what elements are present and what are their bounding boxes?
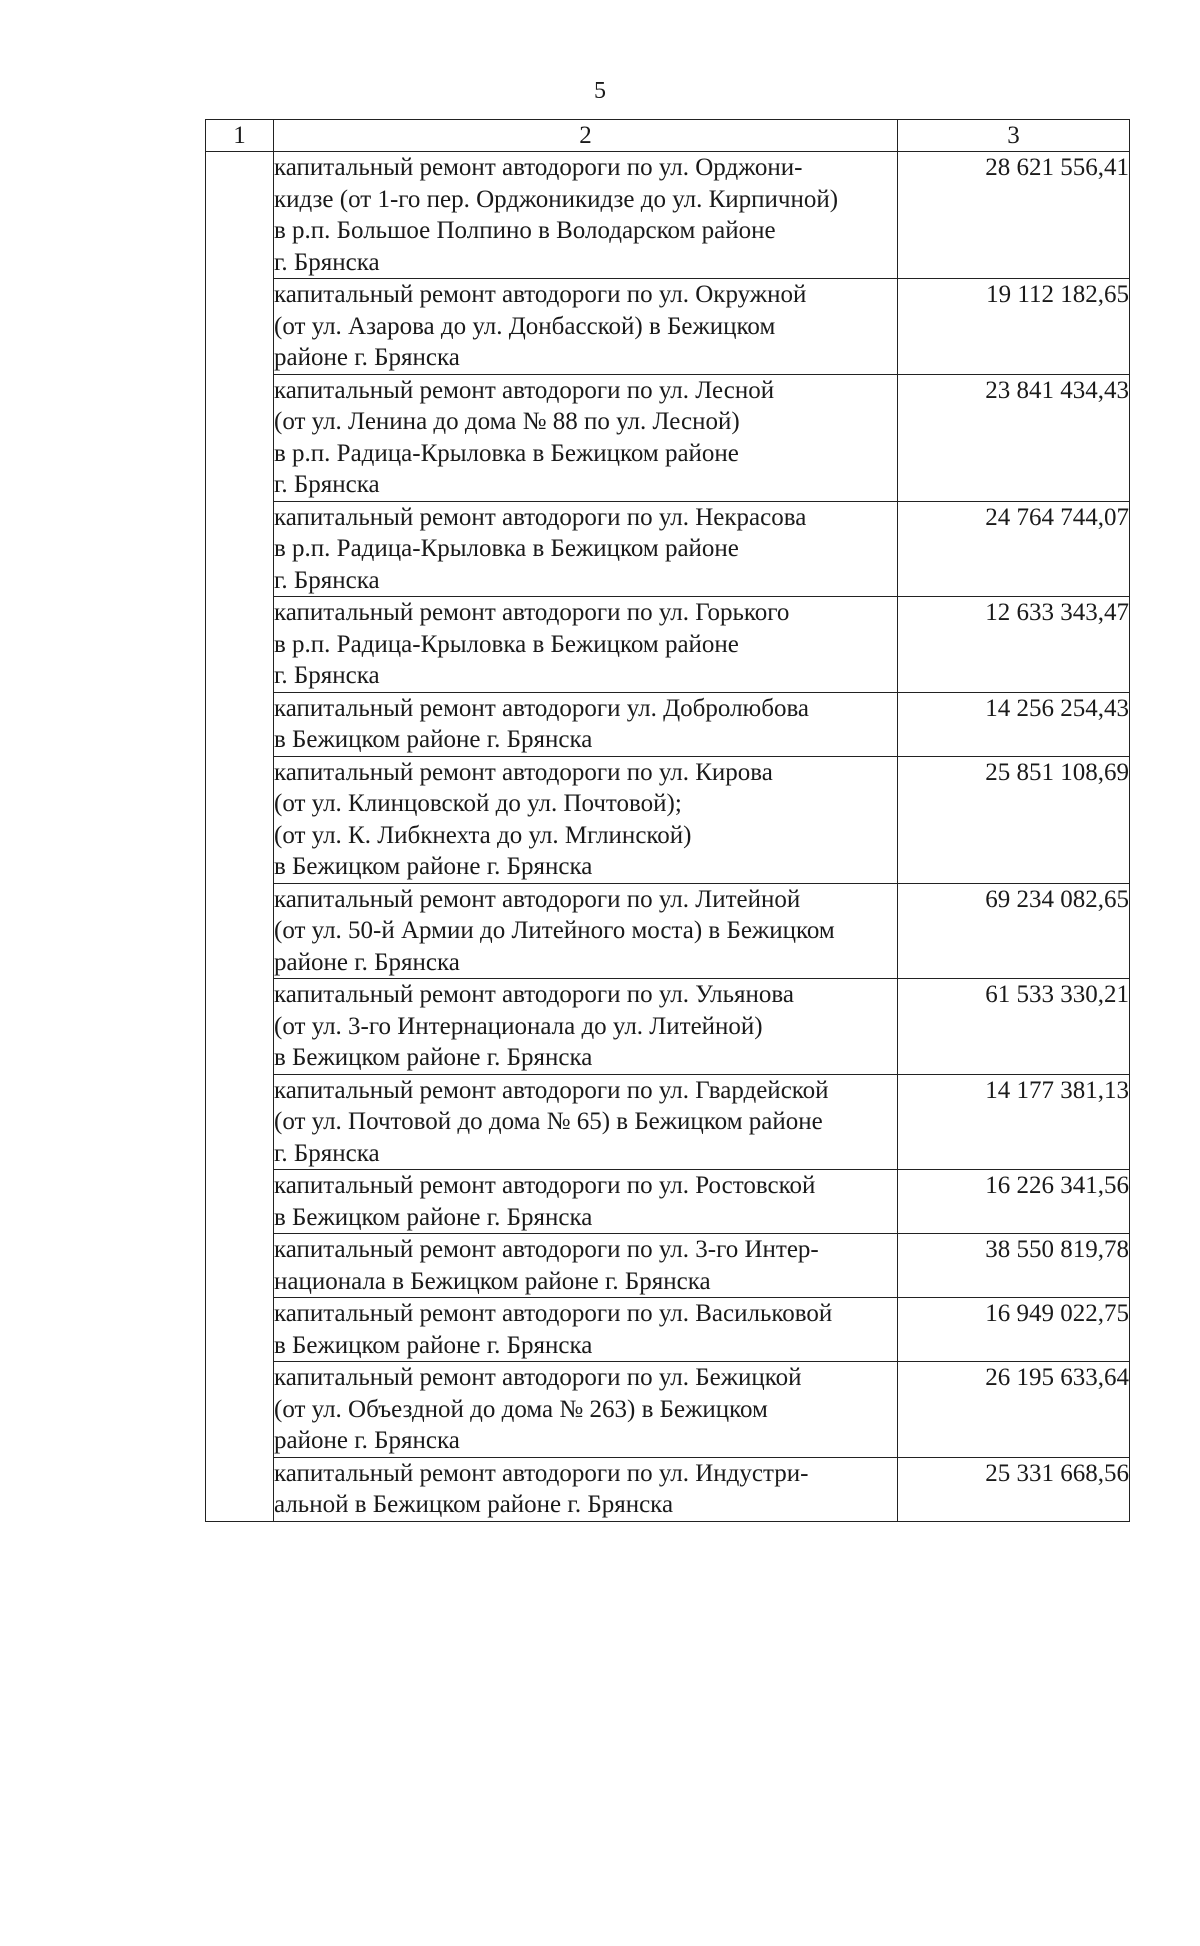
table-body <box>206 152 1130 1522</box>
amount-cell: 25 331 668,56 <box>898 1457 1130 1521</box>
table-row <box>206 1298 1130 1362</box>
description-line: капитальный ремонт автодороги по ул. Кирова <box>274 758 773 786</box>
description-cell <box>274 1074 898 1170</box>
description-line: в р.п. Радица-Крыловка в Бежицком районе <box>274 439 739 467</box>
table-row <box>206 1362 1130 1458</box>
description-line: капитальный ремонт автодороги по ул. Орджони- <box>274 154 803 181</box>
amount-cell: 16 226 341,56 <box>898 1170 1130 1234</box>
description-cell <box>274 374 898 501</box>
description-line: (от ул. Клинцовской до ул. Почтовой); <box>274 790 682 817</box>
description-line: районе г. Брянска <box>274 1427 460 1454</box>
description-line: капитальный ремонт автодороги по ул. Литейной <box>274 885 801 913</box>
description-line: в Бежицком районе г. Брянска <box>274 726 593 753</box>
description-line: г. Брянска <box>274 662 380 689</box>
description-line: капитальный ремонт автодороги по ул. Горького <box>274 599 790 626</box>
amount-cell: 14 256 254,43 <box>898 692 1130 756</box>
table-row <box>206 279 1130 375</box>
description-line: (от ул. Почтовой до дома № 65) в Бежицком районе <box>274 1108 823 1135</box>
description-cell <box>274 152 898 279</box>
description-cell <box>274 1234 898 1298</box>
amount-cell: 12 633 343,47 <box>898 597 1130 693</box>
description-line: (от ул. Азарова до ул. Донбасской) в Бежицком <box>274 312 776 340</box>
description-line: (от ул. К. Либкнехта до ул. Мглинской) <box>274 821 692 849</box>
description-line: в р.п. Радица-Крыловка в Бежицком районе <box>274 630 739 658</box>
description-cell <box>274 1298 898 1362</box>
description-line: в Бежицком районе г. Брянска <box>274 1044 593 1071</box>
description-cell <box>274 1457 898 1521</box>
description-line: кидзе (от 1-го пер. Орджоникидзе до ул. Кирпичной) <box>274 185 839 213</box>
table-row <box>206 1457 1130 1521</box>
description-cell <box>274 279 898 375</box>
column-header-1: 1 <box>206 120 274 152</box>
table-row <box>206 374 1130 501</box>
description-line: капитальный ремонт автодороги по ул. Лесной <box>274 376 775 404</box>
description-line: (от ул. Объездной до дома № 263) в Бежицком <box>274 1395 768 1423</box>
description-line: г. Брянска <box>274 248 380 276</box>
description-line: капитальный ремонт автодороги ул. Добролюбова <box>274 694 810 722</box>
description-line: (от ул. 50-й Армии до Литейного моста) в Бежицком <box>274 917 835 944</box>
table-row <box>206 597 1130 693</box>
description-line: капитальный ремонт автодороги по ул. 3-го Интер- <box>274 1236 819 1263</box>
description-line: г. Брянска <box>274 471 380 498</box>
description-line: капитальный ремонт автодороги по ул. Ульянова <box>274 981 794 1008</box>
description-line: капитальный ремонт автодороги по ул. Васильковой <box>274 1300 833 1327</box>
amount-cell: 61 533 330,21 <box>898 979 1130 1075</box>
description-line: капитальный ремонт автодороги по ул. Бежицкой <box>274 1364 802 1391</box>
description-line: национала в Бежицком районе г. Брянска <box>274 1267 711 1295</box>
description-line: (от ул. 3-го Интернационала до ул. Литейной) <box>274 1012 763 1040</box>
amount-cell: 25 851 108,69 <box>898 756 1130 883</box>
description-cell <box>274 883 898 979</box>
description-line: (от ул. Ленина до дома № 88 по ул. Лесной) <box>274 408 740 435</box>
description-line: капитальный ремонт автодороги по ул. Окружной <box>274 281 807 308</box>
row-number-cell <box>206 152 274 1522</box>
description-cell <box>274 501 898 597</box>
description-cell <box>274 979 898 1075</box>
description-line: районе г. Брянска <box>274 948 460 976</box>
description-cell <box>274 1170 898 1234</box>
amount-cell: 38 550 819,78 <box>898 1234 1130 1298</box>
description-line: г. Брянска <box>274 566 380 594</box>
table-header-row <box>206 120 1130 152</box>
table-row <box>206 152 1130 279</box>
column-header-2: 2 <box>274 120 898 152</box>
description-line: в Бежицком районе г. Брянска <box>274 1203 593 1231</box>
table-row <box>206 1170 1130 1234</box>
description-line: в Бежицком районе г. Брянска <box>274 853 593 880</box>
amount-cell: 26 195 633,64 <box>898 1362 1130 1458</box>
table-row <box>206 1234 1130 1298</box>
description-line: капитальный ремонт автодороги по ул. Некрасова <box>274 503 807 531</box>
description-line: капитальный ремонт автодороги по ул. Ростовской <box>274 1172 816 1199</box>
table-row <box>206 692 1130 756</box>
description-line: капитальный ремонт автодороги по ул. Индустри- <box>274 1459 809 1487</box>
amount-cell: 16 949 022,75 <box>898 1298 1130 1362</box>
amount-cell: 23 841 434,43 <box>898 374 1130 501</box>
description-cell <box>274 692 898 756</box>
table-row <box>206 1074 1130 1170</box>
description-line: альной в Бежицком районе г. Брянска <box>274 1491 674 1518</box>
description-cell <box>274 597 898 693</box>
description-cell <box>274 756 898 883</box>
description-line: в Бежицком районе г. Брянска <box>274 1331 593 1359</box>
description-cell <box>274 1362 898 1458</box>
amount-cell: 28 621 556,41 <box>898 152 1130 279</box>
table-row <box>206 501 1130 597</box>
table-row <box>206 883 1130 979</box>
amount-cell: 24 764 744,07 <box>898 501 1130 597</box>
table-row <box>206 756 1130 883</box>
description-line: в р.п. Большое Полпино в Володарском районе <box>274 217 776 244</box>
roads-repair-table <box>205 119 1130 1522</box>
table-row <box>206 979 1130 1075</box>
amount-cell: 14 177 381,13 <box>898 1074 1130 1170</box>
column-header-3: 3 <box>898 120 1130 152</box>
description-line: в р.п. Радица-Крыловка в Бежицком районе <box>274 535 739 562</box>
amount-cell: 19 112 182,65 <box>898 279 1130 375</box>
description-line: г. Брянска <box>274 1139 380 1167</box>
page-number: 5 <box>594 78 606 104</box>
description-line: районе г. Брянска <box>274 344 460 371</box>
description-line: капитальный ремонт автодороги по ул. Гвардейской <box>274 1076 829 1104</box>
amount-cell: 69 234 082,65 <box>898 883 1130 979</box>
